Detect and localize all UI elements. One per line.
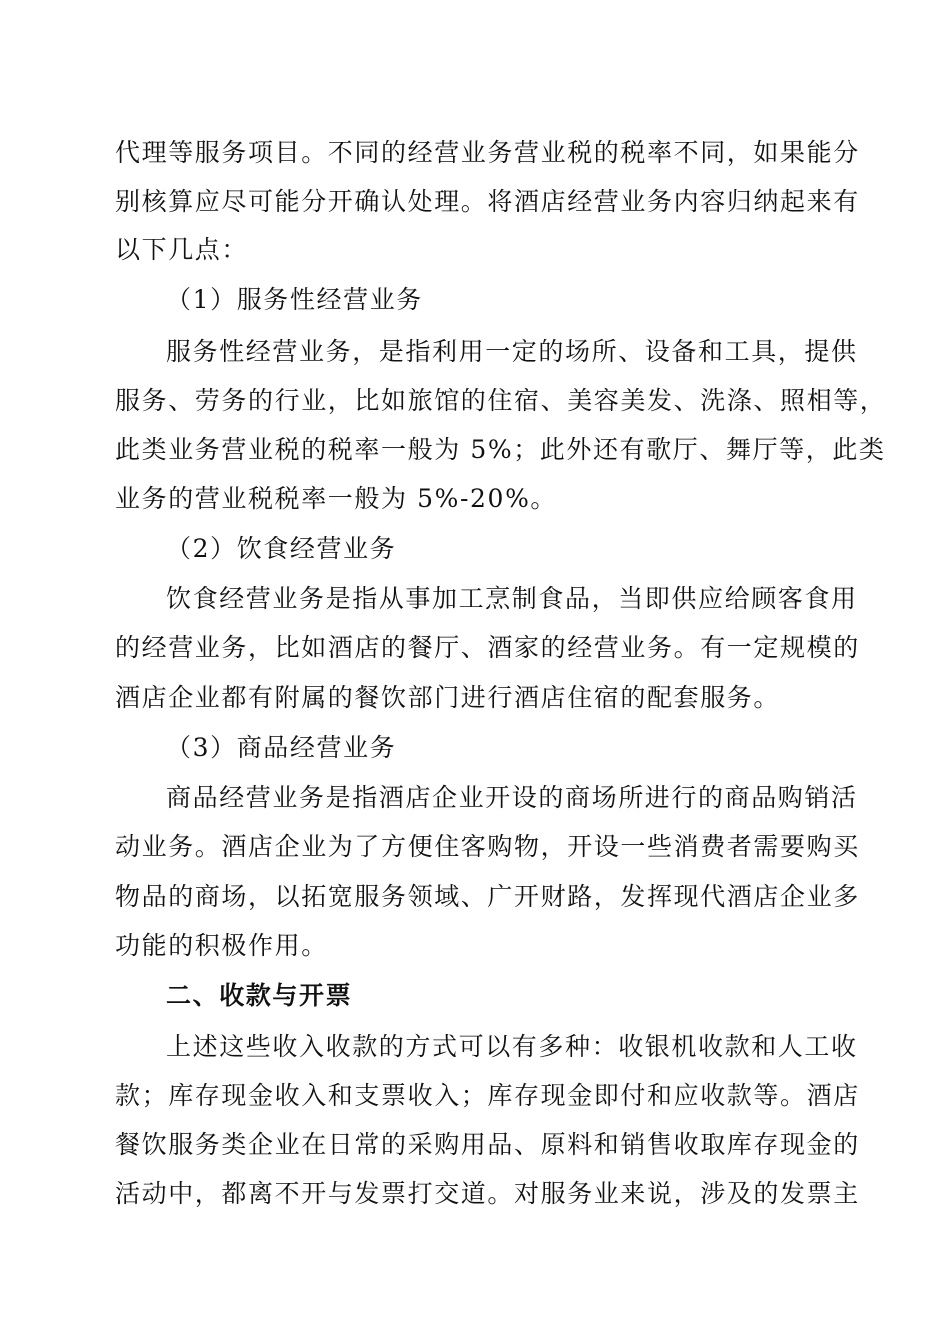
- text-line: 餐饮服务类企业在日常的采购用品、原料和销售收取库存现金的: [115, 1130, 860, 1159]
- text-line: 酒店企业都有附属的餐饮部门进行酒店住宿的配套服务。: [115, 683, 781, 712]
- section-heading-1: （1）服务性经营业务: [166, 285, 423, 314]
- text-line: 活动中，都离不开与发票打交道。对服务业来说，涉及的发票主: [115, 1179, 860, 1208]
- text-line: 物品的商场，以拓宽服务领域、广开财路，发挥现代酒店企业多: [115, 882, 860, 911]
- text-line: 动业务。酒店企业为了方便住客购物，开设一些消费者需要购买: [115, 832, 860, 861]
- text-line: 服务、劳务的行业，比如旅馆的住宿、美容美发、洗涤、照相等，: [115, 386, 887, 415]
- text-line: 的经营业务，比如酒店的餐厅、酒家的经营业务。有一定规模的: [115, 633, 860, 662]
- text-line: 此类业务营业税的税率一般为 5%；此外还有歌厅、舞厅等，此类: [115, 435, 886, 464]
- text-line: 商品经营业务是指酒店企业开设的商场所进行的商品购销活: [166, 783, 858, 812]
- text-line: 代理等服务项目。不同的经营业务营业税的税率不同，如果能分: [115, 138, 860, 167]
- section-heading-3: （3）商品经营业务: [166, 733, 397, 762]
- text-line: 上述这些收入收款的方式可以有多种：收银机收款和人工收: [166, 1032, 858, 1061]
- text-line: 饮食经营业务是指从事加工烹制食品，当即供应给顾客食用: [166, 584, 858, 613]
- text-line: 业务的营业税税率一般为 5%-20%。: [115, 484, 558, 513]
- text-line: 服务性经营业务，是指利用一定的场所、设备和工具，提供: [166, 337, 858, 366]
- text-line: 功能的积极作用。: [115, 931, 328, 960]
- chapter-heading: 二、收款与开票: [166, 981, 353, 1010]
- section-heading-2: （2）饮食经营业务: [166, 534, 397, 563]
- text-line: 款；库存现金收入和支票收入；库存现金即付和应收款等。酒店: [115, 1081, 860, 1110]
- text-line: 以下几点：: [115, 235, 249, 264]
- text-line: 别核算应尽可能分开确认处理。将酒店经营业务内容归纳起来有: [115, 187, 860, 216]
